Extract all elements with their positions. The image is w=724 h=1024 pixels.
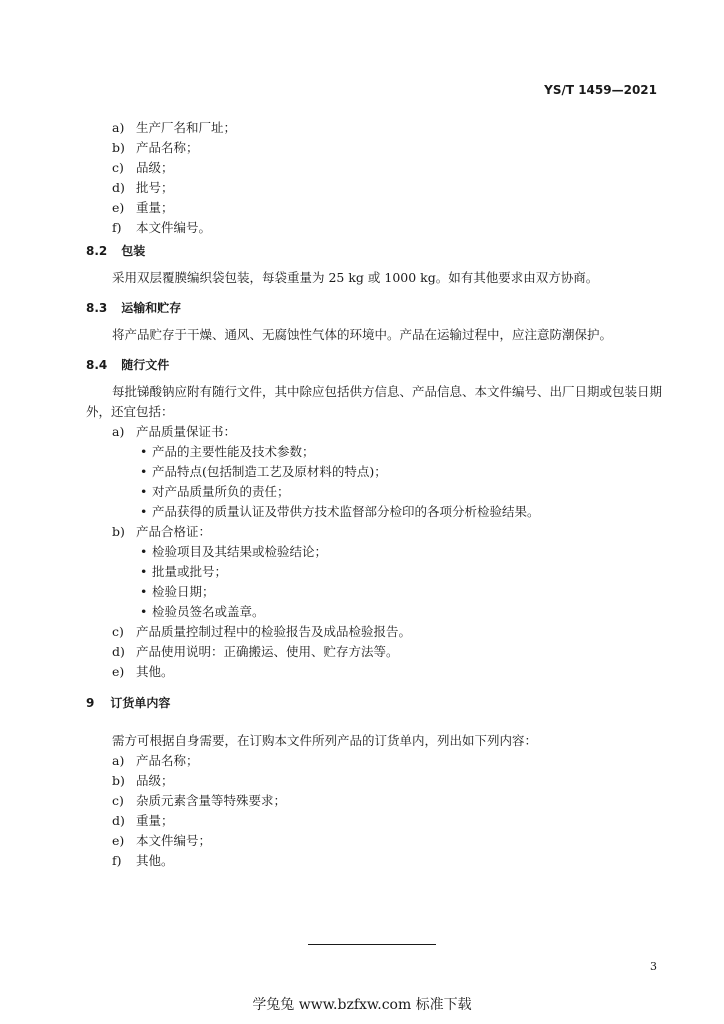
list-item <box>112 198 174 216</box>
list-marker: c) <box>112 160 124 175</box>
list-marker: a) <box>112 753 125 768</box>
bullet-icon: • <box>140 444 148 459</box>
bullet-item <box>140 542 327 560</box>
bullet-item <box>140 602 265 620</box>
list-item <box>112 422 236 440</box>
bullet-icon: • <box>140 504 148 519</box>
list-text: 杂质元素含量等特殊要求； <box>136 793 287 808</box>
section-heading <box>86 694 170 711</box>
section-title: 运输和贮存 <box>121 301 182 315</box>
bullet-text: 检验日期； <box>152 584 215 599</box>
bullet-item <box>140 482 290 500</box>
watermark: 学兔兔 www.bzfxw.com 标准下载 <box>252 997 472 1013</box>
bullet-item <box>140 442 315 460</box>
bullet-text: 检验员签名或盖章。 <box>152 604 265 619</box>
bullet-text: 产品特点(包括制造工艺及原材料的特点)； <box>152 464 387 479</box>
section-title: 随行文件 <box>121 358 170 372</box>
list-marker: b) <box>112 524 125 539</box>
section-number: 8.4 <box>86 358 108 372</box>
section-heading <box>86 299 181 316</box>
list-marker: d) <box>112 644 125 659</box>
list-marker: d) <box>112 813 125 828</box>
list-item <box>112 851 174 869</box>
list-item <box>112 138 199 156</box>
paragraph-line: 每批锑酸钠应附有随行文件，其中除应包括供方信息、产品信息、本文件编号、出厂日期或包装日期 <box>112 384 663 399</box>
bullet-text: 批量或批号； <box>152 564 228 579</box>
list-item <box>112 622 411 640</box>
paragraph: 需方可根据自身需要，在订购本文件所列产品的订货单内，列出如下列内容： <box>112 733 538 748</box>
list-text: 品级； <box>136 160 174 175</box>
list-marker: e) <box>112 200 125 215</box>
list-marker: e) <box>112 833 125 848</box>
list-marker: a) <box>112 120 125 135</box>
list-item <box>112 662 174 680</box>
list-item <box>112 642 399 660</box>
list-marker: e) <box>112 664 125 679</box>
list-marker: f) <box>112 853 122 868</box>
bullet-icon: • <box>140 484 148 499</box>
list-text: 批号； <box>136 180 174 195</box>
list-text: 产品质量保证书： <box>136 424 237 439</box>
list-marker: d) <box>112 180 125 195</box>
list-text: 生产厂名和厂址； <box>136 120 237 135</box>
bullet-icon: • <box>140 564 148 579</box>
list-item <box>112 118 236 136</box>
list-text: 产品使用说明：正确搬运、使用、贮存方法等。 <box>136 644 399 659</box>
list-text: 品级； <box>136 773 174 788</box>
section-number: 8.3 <box>86 301 108 315</box>
paragraph: 采用双层覆膜编织袋包装，每袋重量为 25 kg 或 1000 kg。如有其他要求由双方协商。 <box>112 270 599 285</box>
bullet-icon: • <box>140 604 148 619</box>
list-item <box>112 218 211 236</box>
bullet-icon: • <box>140 584 148 599</box>
list-item <box>112 831 211 849</box>
section-title: 包装 <box>121 244 146 258</box>
list-text: 产品名称； <box>136 140 199 155</box>
list-item <box>112 751 199 769</box>
list-text: 产品质量控制过程中的检验报告及成品检验报告。 <box>136 624 412 639</box>
bullet-text: 检验项目及其结果或检验结论； <box>152 544 328 559</box>
bullet-text: 产品的主要性能及技术参数； <box>152 444 315 459</box>
bullet-item <box>140 462 387 480</box>
list-marker: b) <box>112 773 125 788</box>
list-text: 本文件编号。 <box>136 220 212 235</box>
bullet-icon: • <box>140 464 148 479</box>
list-text: 其他。 <box>136 853 174 868</box>
bullet-item <box>140 562 227 580</box>
list-item <box>112 522 211 540</box>
list-marker: c) <box>112 624 124 639</box>
section-heading <box>86 356 169 373</box>
end-rule <box>308 944 436 945</box>
list-text: 产品名称； <box>136 753 199 768</box>
list-item <box>112 791 286 809</box>
list-text: 产品合格证： <box>136 524 212 539</box>
list-text: 其他。 <box>136 664 174 679</box>
bullet-text: 对产品质量所负的责任； <box>152 484 290 499</box>
bullet-icon: • <box>140 544 148 559</box>
bullet-item <box>140 502 540 520</box>
bullet-item <box>140 582 215 600</box>
list-text: 重量； <box>136 200 174 215</box>
list-item <box>112 811 174 829</box>
section-heading <box>86 242 145 259</box>
list-item <box>112 178 174 196</box>
standard-code: YS/T 1459—2021 <box>544 83 657 97</box>
paragraph: 将产品贮存于干燥、通风、无腐蚀性气体的环境中。产品在运输过程中，应注意防潮保护。 <box>112 327 613 342</box>
bullet-text: 产品获得的质量认证及带供方技术监督部分检印的各项分析检验结果。 <box>152 504 540 519</box>
section-number: 8.2 <box>86 244 108 258</box>
list-text: 本文件编号； <box>136 833 212 848</box>
page-number: 3 <box>650 960 657 973</box>
list-marker: c) <box>112 793 124 808</box>
section-number: 9 <box>86 696 95 710</box>
list-marker: f) <box>112 220 122 235</box>
list-item <box>112 158 174 176</box>
section-title: 订货单内容 <box>110 696 171 710</box>
list-marker: a) <box>112 424 125 439</box>
paragraph-line: 外，还宜包括： <box>86 404 174 419</box>
list-text: 重量； <box>136 813 174 828</box>
list-marker: b) <box>112 140 125 155</box>
list-item <box>112 771 174 789</box>
